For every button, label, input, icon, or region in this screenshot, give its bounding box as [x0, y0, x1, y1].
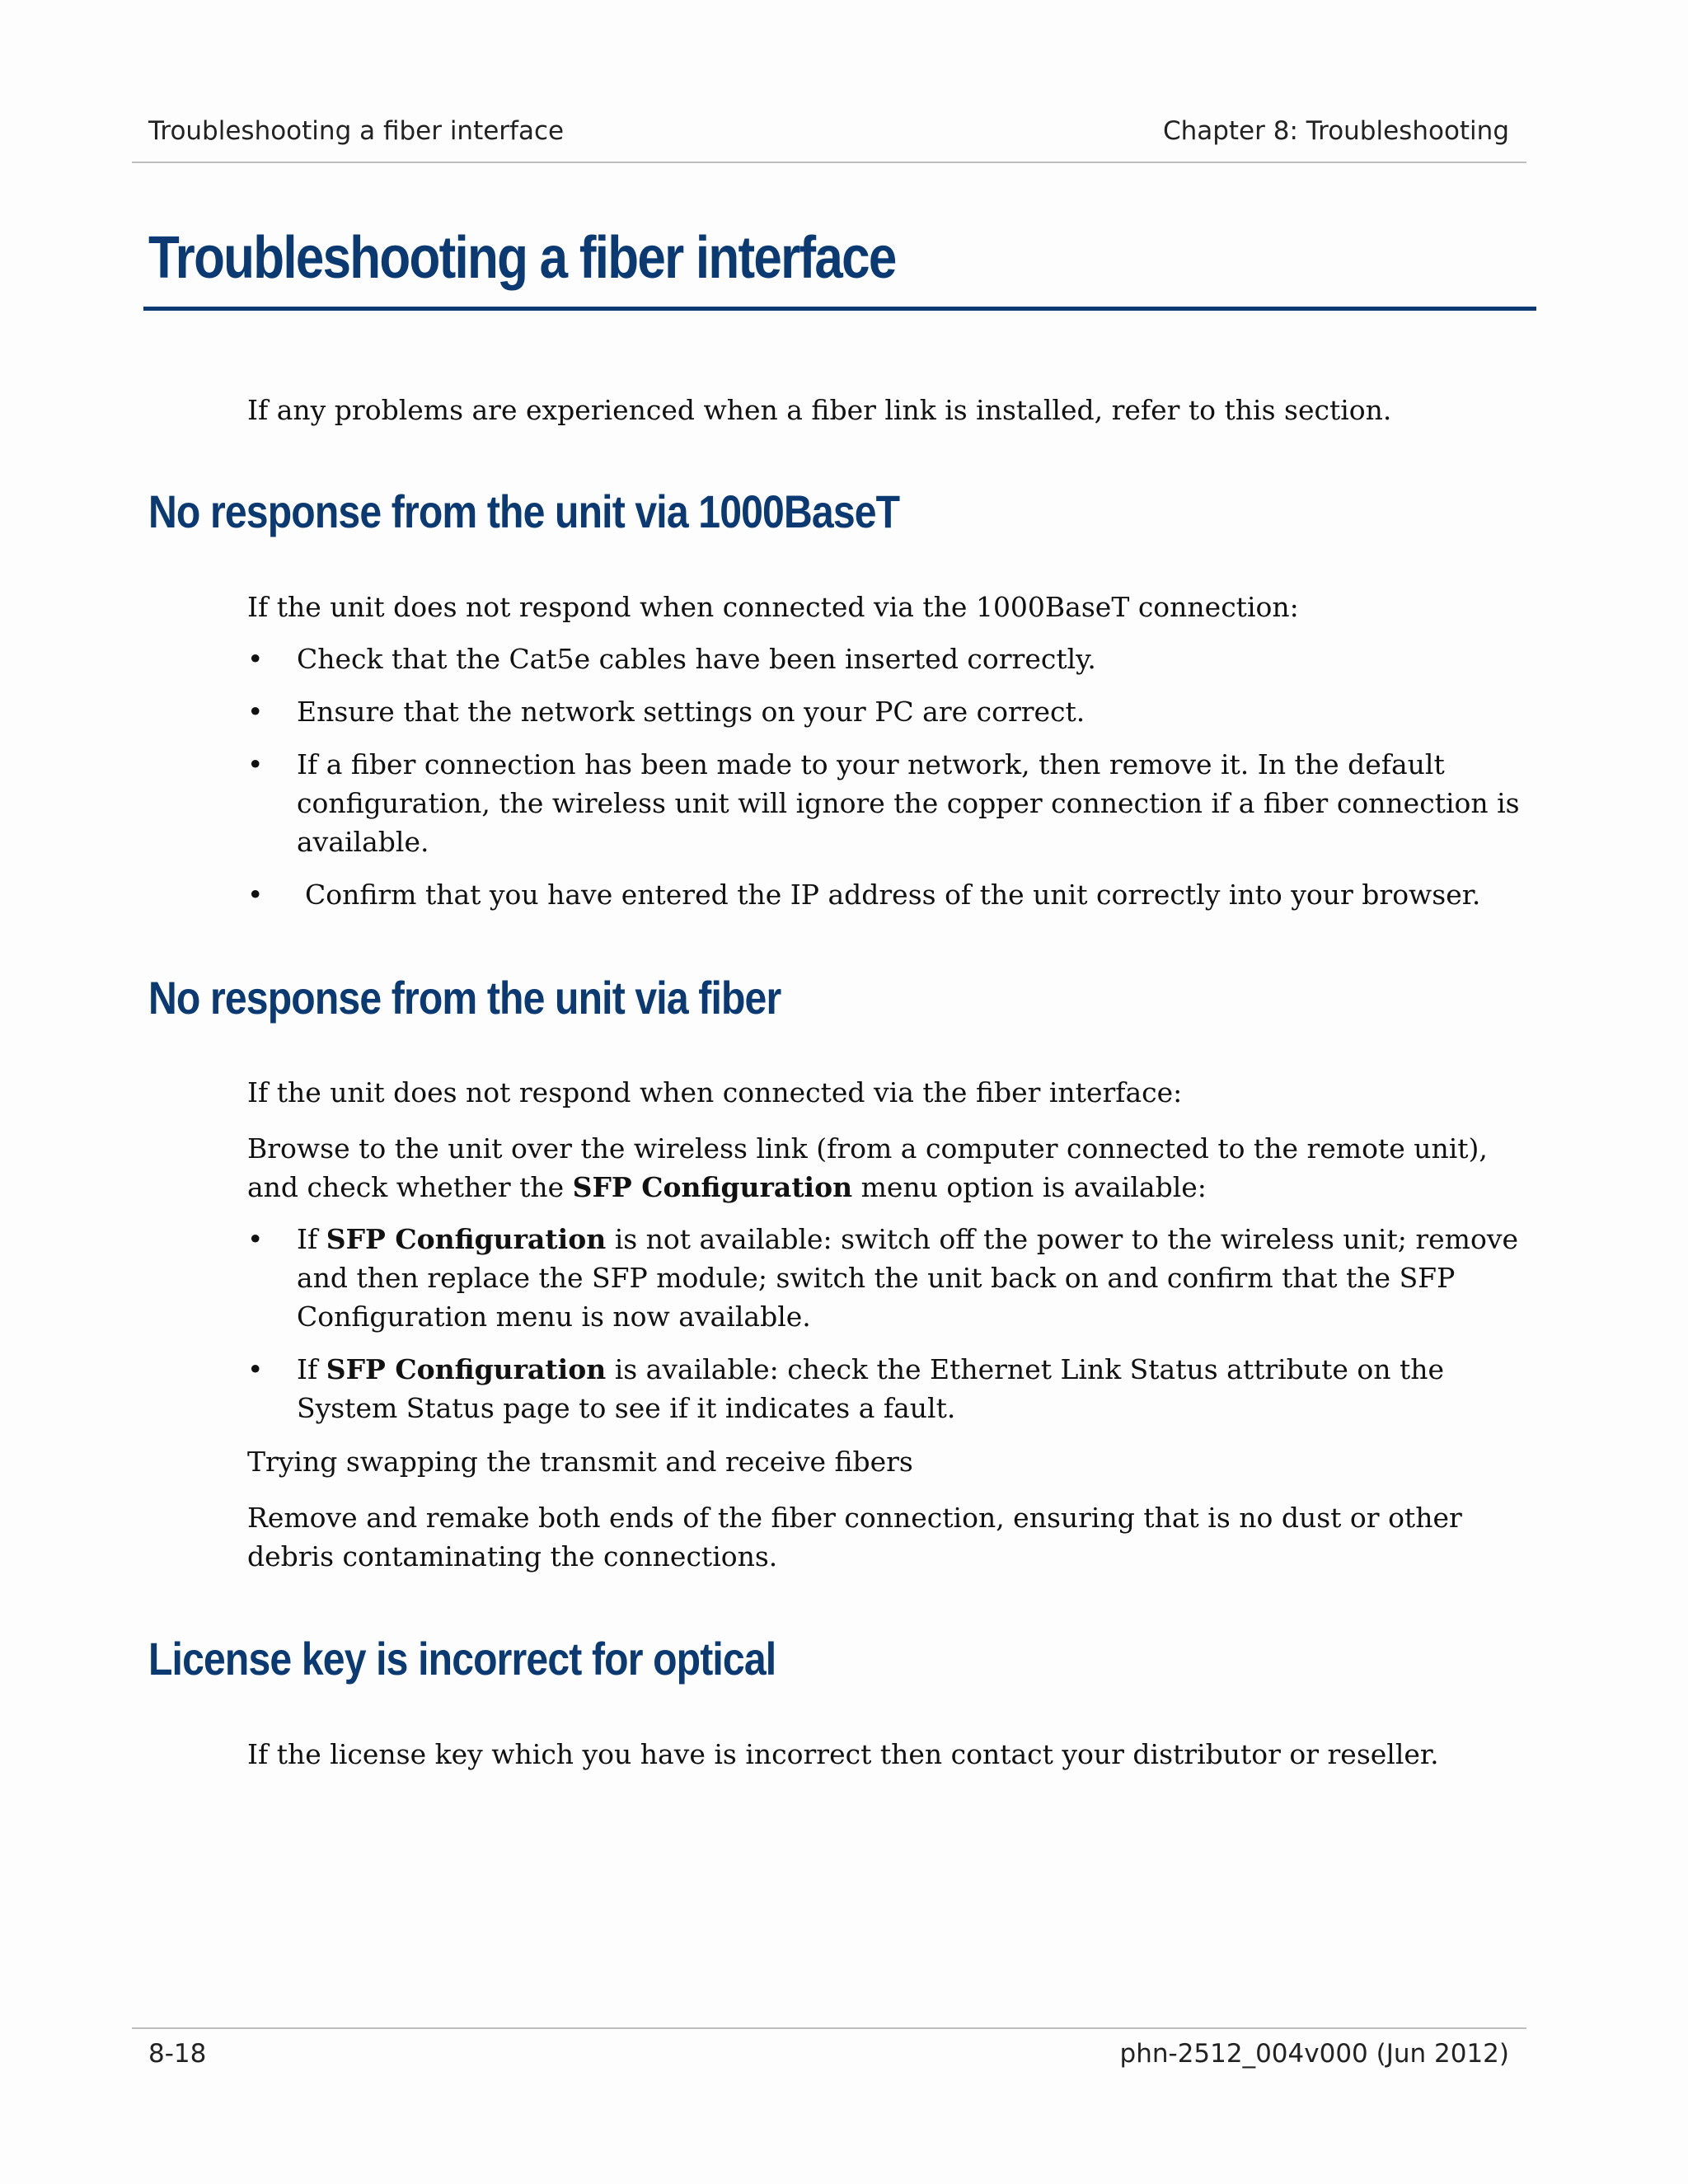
section-heading-license: License key is incorrect for optical	[148, 1633, 776, 1685]
list-item-text-pre: If	[297, 1353, 326, 1385]
list-item	[247, 1220, 1533, 1336]
browse-paragraph	[247, 1129, 1533, 1207]
section-fiber-lead: If the unit does not respond when connected via the fiber interface:	[247, 1076, 1183, 1108]
section-heading-1000baset: No response from the unit via 1000BaseT	[148, 485, 900, 537]
header-rule	[132, 162, 1526, 163]
list-item	[247, 875, 1533, 914]
list-item-text-post: is not available: switch off the power to the wireless unit; remove and then replace the SFP module; switch the unit back on and confirm that the SFP Configuration menu is now available.	[297, 1223, 1518, 1333]
list-item-text-post: is available: check the Ethernet Link Status attribute on the System Status page to see if it indicates a fault.	[297, 1353, 1444, 1424]
list-item-text: Confirm that you have entered the IP address of the unit correctly into your browser.	[305, 879, 1481, 911]
browse-text-post: menu option is available:	[852, 1171, 1207, 1203]
list-item-text-pre: If	[297, 1223, 326, 1255]
list-item-text: Check that the Cat5e cables have been inserted correctly.	[297, 643, 1096, 675]
remake-paragraph: Remove and remake both ends of the fiber connection, ensuring that is no dust or other debris contaminating the connections.	[247, 1502, 1462, 1572]
list-item-text: If a fiber connection has been made to your network, then remove it. In the default configuration, the wireless unit will ignore the copper connection if a fiber connection is available.	[297, 748, 1520, 858]
running-header-right: Chapter 8: Troubleshooting	[1162, 116, 1509, 146]
section-license-lead: If the license key which you have is incorrect then contact your distributor or reseller.	[247, 1738, 1439, 1770]
section-1000baset-lead: If the unit does not respond when connected via the 1000BaseT connection:	[247, 591, 1299, 623]
list-item	[247, 692, 1533, 731]
title-rule	[143, 307, 1536, 311]
bullet-icon: •	[247, 748, 264, 780]
list-item	[247, 1350, 1533, 1427]
list-item-text: Ensure that the network settings on your PC are correct.	[297, 696, 1085, 728]
document-id: phn-2512_004v000 (Jun 2012)	[1119, 2039, 1509, 2069]
bullet-icon: •	[247, 1353, 264, 1385]
browse-text-pre: Browse to the unit over the wireless link (from a computer connected to the remote unit), and check whether the	[247, 1132, 1488, 1203]
list-item	[247, 640, 1533, 678]
page-number: 8-18	[148, 2039, 207, 2069]
footer-rule	[132, 2027, 1526, 2029]
swap-paragraph: Trying swapping the transmit and receive fibers	[247, 1446, 913, 1478]
list-item-text-bold: SFP Configuration	[326, 1353, 607, 1385]
bullet-icon: •	[247, 1223, 264, 1255]
running-header-left: Troubleshooting a fiber interface	[148, 116, 565, 146]
list-item	[247, 745, 1533, 861]
section-heading-fiber: No response from the unit via fiber	[148, 972, 781, 1024]
bullet-icon: •	[247, 643, 264, 675]
list-item-text-bold: SFP Configuration	[326, 1223, 607, 1255]
browse-text-bold: SFP Configuration	[572, 1171, 853, 1203]
bullet-icon: •	[247, 696, 264, 728]
page-title: Troubleshooting a fiber interface	[148, 225, 896, 291]
intro-paragraph: If any problems are experienced when a fiber link is installed, refer to this section.	[247, 394, 1392, 426]
bullet-icon: •	[247, 879, 264, 911]
